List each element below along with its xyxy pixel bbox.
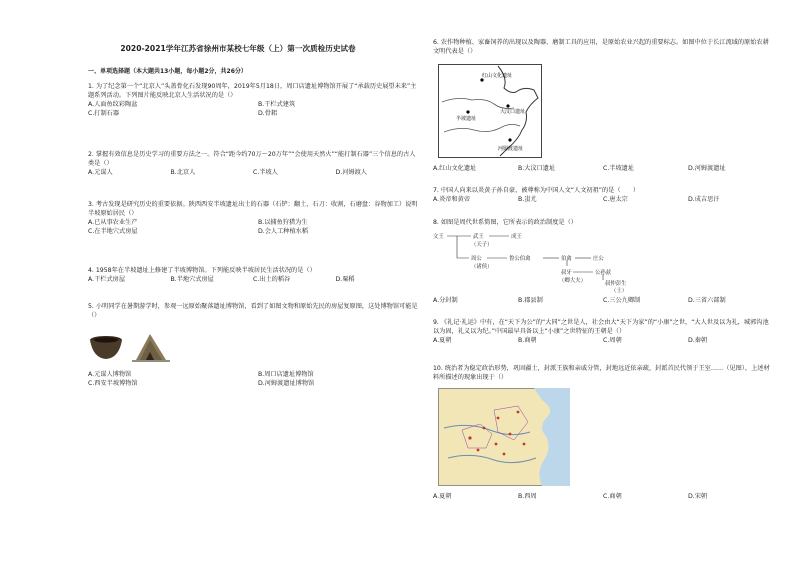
option-b[interactable]: B.周口店遗址博物馆 (258, 371, 314, 378)
map-label-banpo: 半坡遗址 (456, 116, 477, 122)
option-list (433, 492, 773, 501)
option-d[interactable]: D.会人工种植水稻 (258, 228, 309, 235)
q6-site-map (438, 64, 542, 158)
q8-lineage-diagram (433, 230, 643, 294)
map-label-hongshan: 红山文化遗址 (482, 73, 513, 79)
question-6 (433, 38, 773, 56)
map-label-hemudu: 河姆渡遗址 (498, 146, 524, 152)
page-title: 2020-2021学年江苏省徐州市某校七年级（上）第一次质检历史试卷 (120, 44, 356, 53)
option-list (433, 195, 773, 204)
question-10 (433, 364, 773, 382)
option-a[interactable]: A.夏朝 (433, 493, 452, 500)
option-a[interactable]: A.干栏式房屋 (88, 276, 126, 283)
hut-image (132, 334, 170, 361)
option-b[interactable]: B.干栏式建筑 (258, 101, 296, 108)
question-stem: 3. 考古发现是研究历史的重要依据。陕西西安半坡遗址出土的石器（石铲：翻土，石刀：收割，石磨盘：谷物加工）说明半坡原始居民（） (88, 201, 418, 217)
option-c[interactable]: C.半坡人 (253, 169, 278, 176)
option-list (433, 336, 773, 345)
option-b[interactable]: B.蚩尤 (518, 196, 537, 203)
option-c[interactable]: C.打制石器 (88, 110, 120, 117)
option-d[interactable]: D.粟稻 (335, 276, 355, 283)
question-8-options (433, 296, 773, 305)
option-list (433, 296, 773, 305)
option-c[interactable]: C.半坡遗址 (603, 165, 635, 172)
option-a[interactable]: A.元谋人 (88, 169, 113, 176)
question-7 (433, 186, 773, 204)
question-stem: 4. 1958年在半坡遗址上修建了半坡博物馆。下列能反映半坡居民生活状况的是（） (88, 267, 316, 274)
option-c[interactable]: C.出土的稻谷 (253, 276, 291, 283)
option-c[interactable]: C.唐太宗 (603, 196, 628, 203)
node-wuwang: 武王 (473, 234, 484, 240)
node-zhougong: 周公 (471, 256, 482, 262)
option-b[interactable]: B.商朝 (518, 337, 537, 344)
option-c[interactable]: C.商朝 (603, 493, 622, 500)
question-9 (433, 318, 773, 345)
node-lugong-boqin: 鲁公伯禽 (509, 256, 531, 262)
pottery-bowl-image (90, 336, 122, 359)
question-stem: 6. 农作物种植、家畜饲养的出现以及陶器、磨制工具的应用，是原始农业兴起的重要标志。如图中位于长江流域的原始农耕文明代表是（） (433, 39, 769, 55)
option-list (88, 370, 418, 388)
option-c[interactable]: C.三公九卿制 (603, 297, 641, 304)
question-2 (88, 150, 418, 177)
section-heading: 一、单项选择题（本大题共13小题，每小题2分，共26分） (88, 68, 247, 75)
option-d[interactable]: D.河姆渡遗址 (688, 165, 726, 172)
option-a[interactable]: A.分封制 (433, 297, 458, 304)
option-c[interactable]: C.周朝 (603, 337, 622, 344)
question-stem: 1. 为了纪念第一个“北京人”头盖骨化石发现90周年，2019年5月18日，周口店遗址博物馆开展了“承载历史展望未来”主题系列活动。下列图片能反映北京人生活状况的是（） (88, 83, 417, 99)
option-list (88, 100, 418, 118)
option-a[interactable]: A.人面鱼纹彩陶盆 (88, 101, 138, 108)
option-d[interactable]: D.宋朝 (688, 493, 708, 500)
question-stem: 9. 《礼记·礼运》中有，在“天下为公”的“大同”之世是人，社会由大“天下为家”的“小康”之世，“大人世及以为礼，城郭沟池以为固，礼义以为纪。”中国最早具备以上“小康”之世特征的王朝是（） (433, 319, 769, 335)
node-chengwang: 成王 (511, 234, 522, 240)
node-gongsunzi: 公孙兹 (595, 270, 612, 276)
option-d[interactable]: D.河姆渡人 (335, 169, 367, 176)
question-1 (88, 82, 418, 118)
question-stem: 2. 掌握有效信息是历史学习的重要方法之一。符合“距今约70万～20万年”“会使用天然火”“能打制石器”三个信息的古人类是（） (88, 151, 416, 167)
node-boqin: 伯禽 (561, 256, 572, 262)
node-shuzhong: 叔仲彭生 (605, 281, 627, 287)
question-5-options (88, 370, 418, 388)
question-stem: 7. 中国人向来以炎黄子孙自豪，被尊称为中国人文“人文初祖”的是（ ） (433, 187, 640, 194)
question-stem: 8. 如图是周代世系简图，它所表示的政治制度是（） (433, 219, 577, 226)
question-5 (88, 302, 418, 320)
option-b[interactable]: B.西周 (518, 493, 537, 500)
option-c[interactable]: C.西安半坡博物馆 (88, 380, 138, 387)
node-shuya: 叔牙 (561, 270, 572, 276)
question-8 (433, 218, 773, 227)
node-zhuhou: （诸侯） (471, 264, 493, 270)
option-a[interactable]: A.夏朝 (433, 337, 452, 344)
option-list (88, 218, 418, 236)
node-zhuanggong: 庄公 (593, 256, 604, 262)
q5-artifact-images (88, 330, 218, 366)
question-6-options (433, 164, 773, 173)
option-b[interactable]: B.北京人 (170, 169, 196, 176)
question-3 (88, 200, 418, 236)
option-a[interactable]: A.元谋人博物馆 (88, 371, 132, 378)
option-a[interactable]: A.红山文化遗址 (433, 165, 477, 172)
question-10-options (433, 492, 773, 501)
question-stem: 5. 小明同学在暑期游学时，参观一远原始聚落遗址博物馆，看到了如图文物和原始先民的房屋复原图，这处博物馆可能是（） (88, 303, 418, 319)
option-d[interactable]: D.秦朝 (688, 337, 708, 344)
option-b[interactable]: B.半地穴式房屋 (170, 276, 214, 283)
option-b[interactable]: B.郡县制 (518, 297, 543, 304)
q10-fiefdom-map (438, 388, 570, 486)
question-4 (88, 266, 418, 284)
node-wenwang: 文王 (433, 234, 444, 240)
node-qingdafu: （卿大夫） (559, 278, 586, 284)
option-d[interactable]: D.三省六部制 (688, 297, 726, 304)
node-shi: （士） (611, 288, 628, 294)
option-b[interactable]: B.大汶口遗址 (518, 165, 556, 172)
option-list (88, 168, 418, 177)
node-tianzi: （天子） (471, 242, 493, 248)
question-stem: 10. 统治者为稳定政治形势，巩固疆土，封派王族和亲戚分管，封地远近依亲疏，封派首民代领于王室……（见图），上述材料所描述的现象出现于（） (433, 365, 770, 381)
option-a[interactable]: A.已从事农业生产 (88, 219, 138, 226)
option-a[interactable]: A.炎帝和黄帝 (433, 196, 471, 203)
option-list (88, 275, 418, 284)
option-d[interactable]: D.骨耜 (258, 110, 278, 117)
map-label-dawenkou: 大汶口遗址 (500, 109, 526, 115)
option-b[interactable]: B.以捕鱼狩猎为生 (258, 219, 308, 226)
option-c[interactable]: C.在半地穴式房屋 (88, 228, 138, 235)
option-d[interactable]: D.成吉思汗 (688, 196, 720, 203)
option-list (433, 164, 773, 173)
option-d[interactable]: D.河姆渡遗址博物馆 (258, 380, 315, 387)
